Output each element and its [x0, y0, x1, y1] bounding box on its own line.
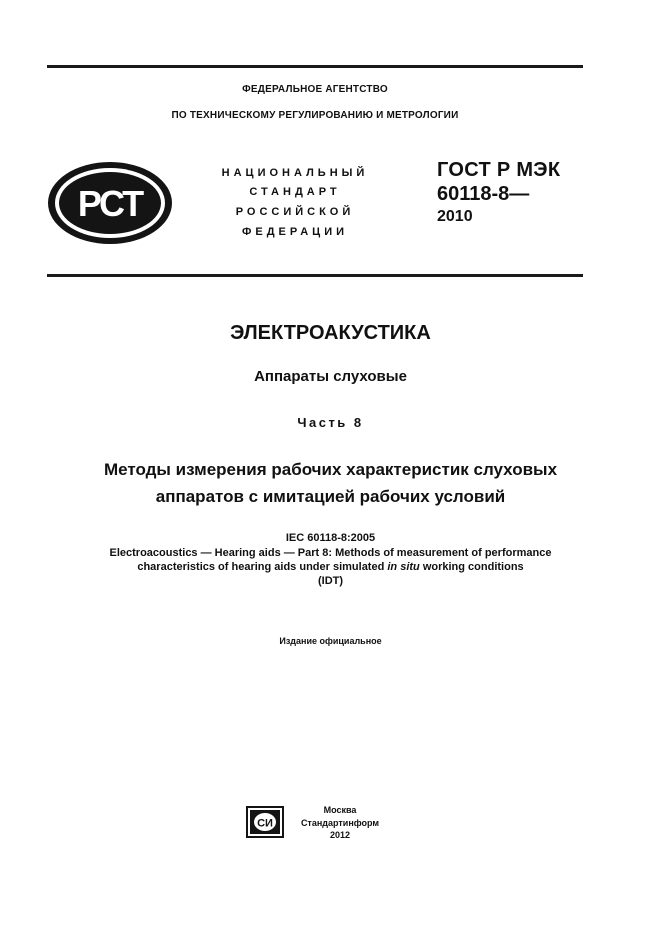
english-title-line-2-italic: in situ [387, 561, 420, 573]
designation-line-1: ГОСТ Р МЭК [437, 159, 561, 181]
national-standard-line-2: СТАНДАРТ [249, 186, 341, 198]
middle-rule [47, 274, 583, 277]
document-part: Часть 8 [297, 415, 364, 430]
document-methods-title [0, 456, 661, 510]
national-standard-line-4: ФЕДЕРАЦИИ [241, 226, 349, 238]
national-standard-line-1: НАЦИОНАЛЬНЫЙ [221, 167, 369, 179]
english-title-line-1: Electroacoustics — Hearing aids — Part 8: Methods of measurement of performance [109, 547, 552, 559]
rst-logo-text: РСТ [77, 183, 143, 224]
publisher-logo-icon [246, 806, 284, 838]
document-subtitle: Аппараты слуховые [254, 368, 407, 385]
national-standard-line-3: РОССИЙСКОЙ [235, 206, 355, 218]
english-title-line-2 [0, 560, 661, 574]
agency-line-1: ФЕДЕРАЛЬНОЕ АГЕНТСТВО [242, 84, 388, 95]
methods-line-1: Методы измерения рабочих характеристик слуховых [103, 460, 558, 479]
designation-line-3: 2010 [437, 208, 473, 225]
agency-line-2: ПО ТЕХНИЧЕСКОМУ РЕГУЛИРОВАНИЮ И МЕТРОЛОГИИ [171, 110, 459, 121]
rst-logo-icon [46, 160, 174, 246]
top-rule [47, 65, 583, 68]
methods-line-2: аппаратов с имитацией рабочих условий [155, 487, 506, 506]
document-title: ЭЛЕКТРОАКУСТИКА [230, 322, 431, 344]
publisher-logo-text: СИ [257, 817, 273, 830]
english-title-line-2-post: working conditions [419, 561, 524, 573]
equivalence-degree: (IDT) [317, 575, 344, 587]
publisher-year: 2012 [329, 830, 351, 840]
iec-reference: IEC 60118-8:2005 [285, 532, 376, 544]
edition-note: Издание официальное [279, 636, 382, 646]
designation-line-2: 60118-8— [437, 183, 530, 205]
english-title [0, 546, 661, 574]
publisher-city: Москва [323, 805, 357, 815]
english-title-line-2-pre: characteristics of hearing aids under simulated [137, 561, 388, 573]
publisher-name: Стандартинформ [300, 818, 380, 828]
